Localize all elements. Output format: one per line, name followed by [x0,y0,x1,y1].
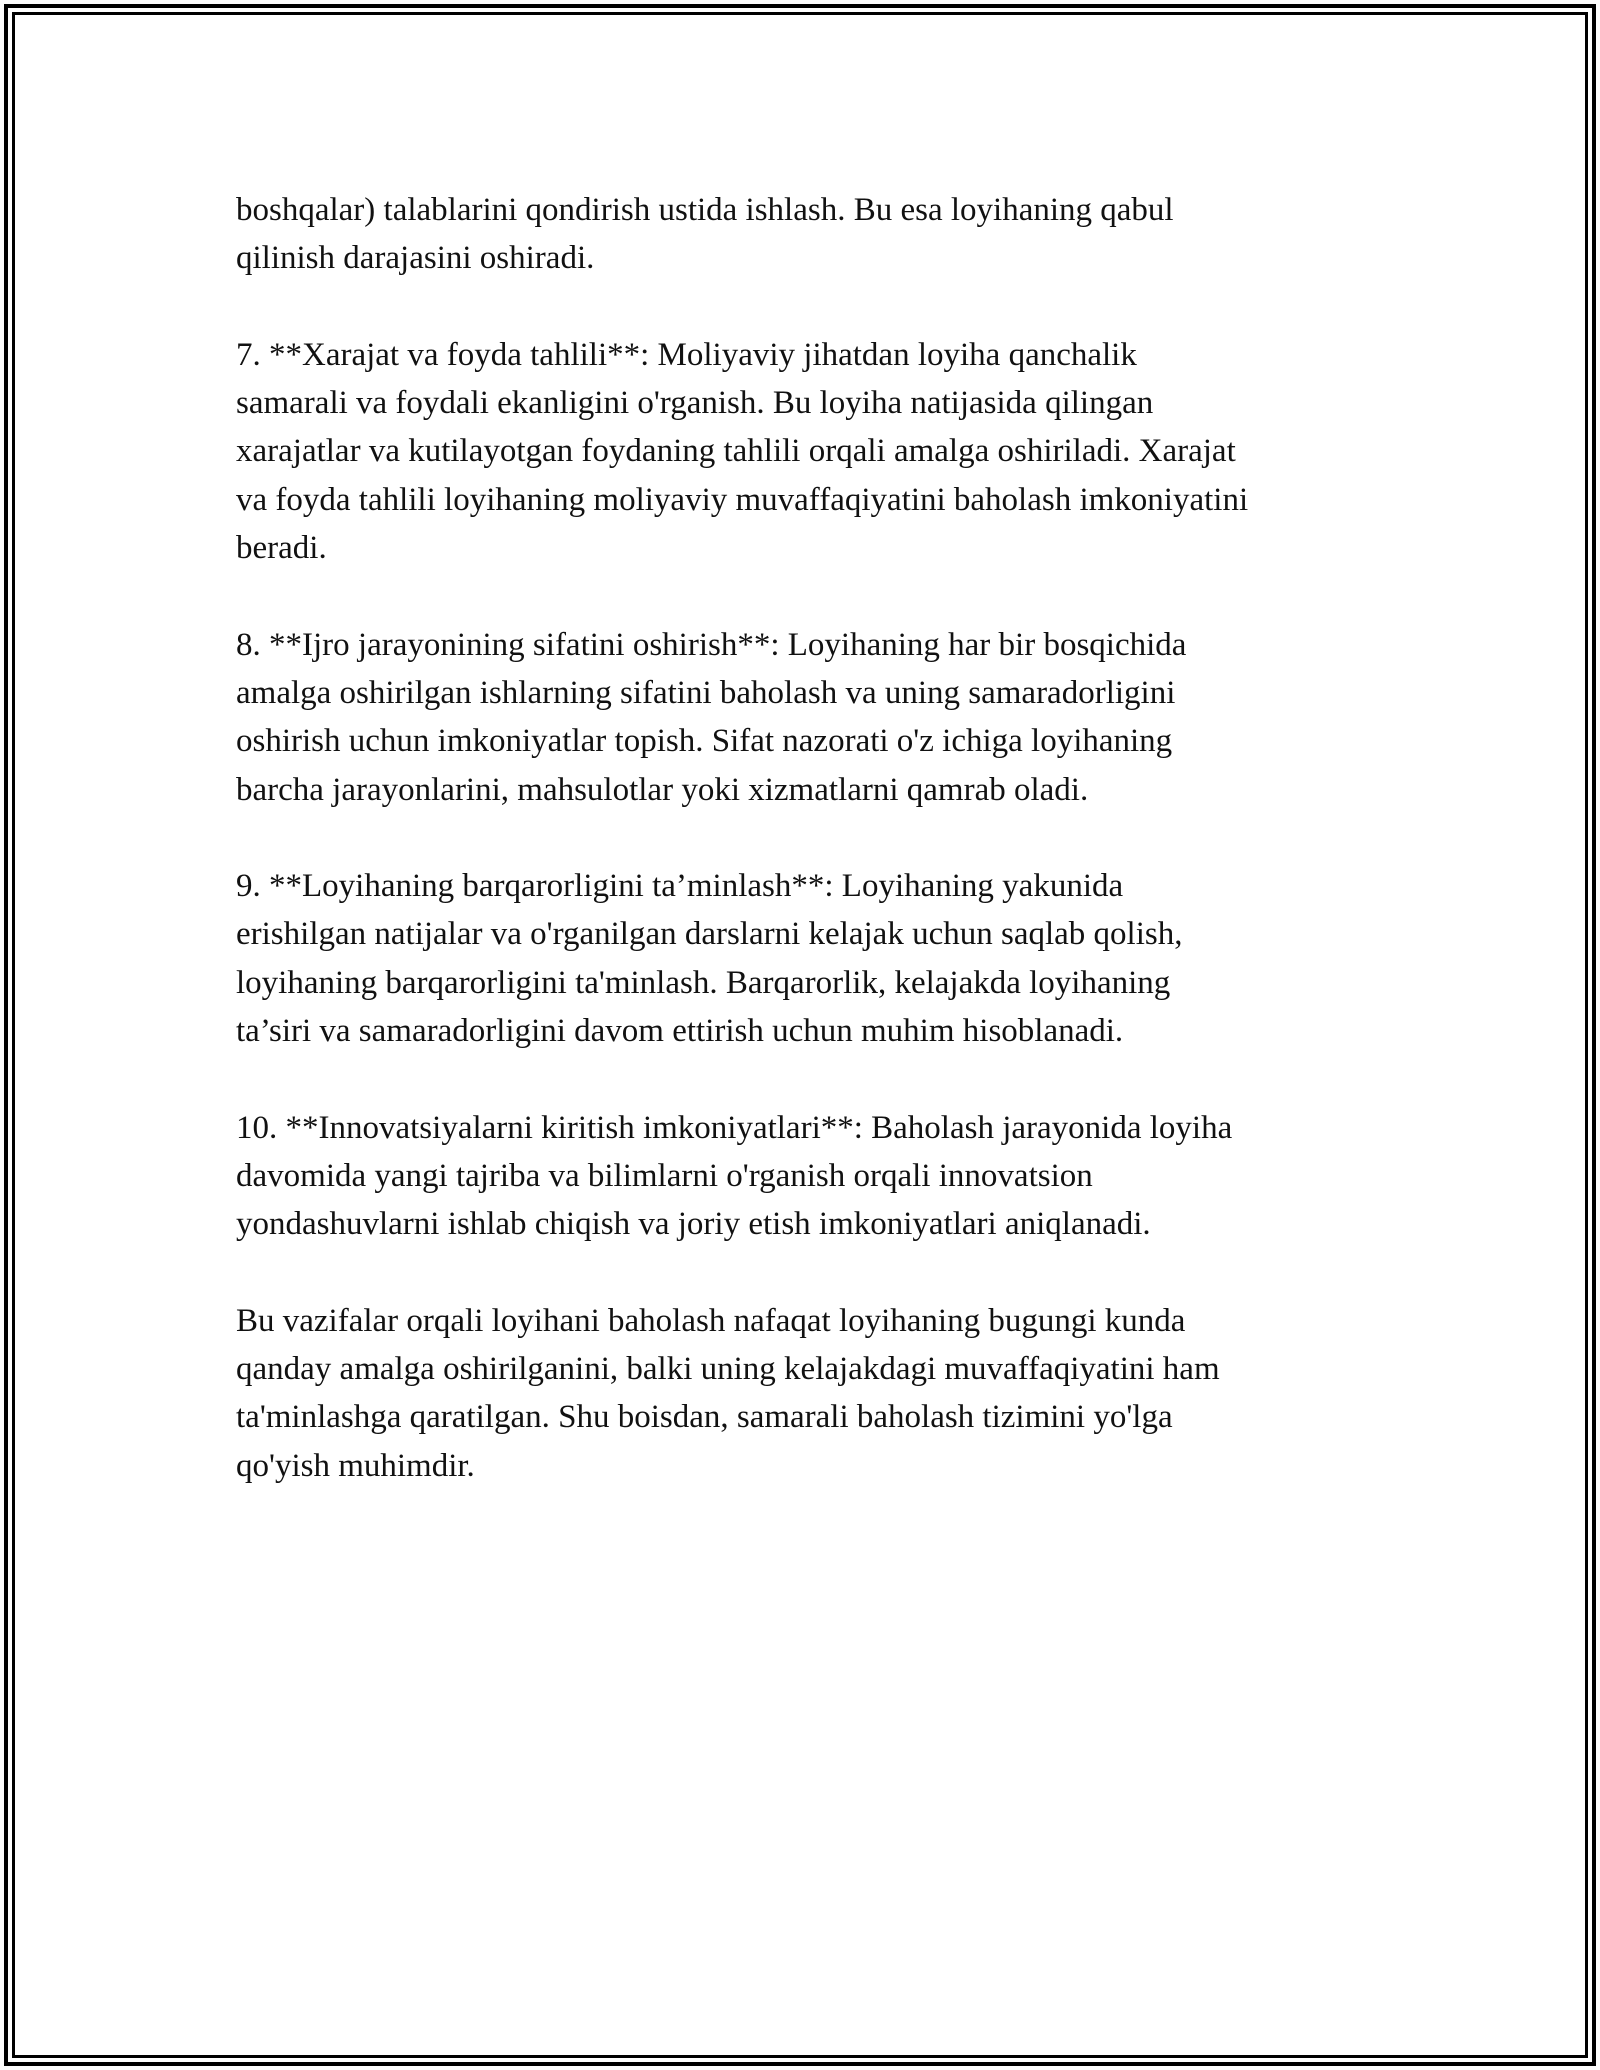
text-line: ta’siri va samaradorligini davom ettirish uchun muhim hisoblanadi. [236,1013,1124,1050]
text-line: 7. **Xarajat va foyda tahlili**: Moliyaviy jihatdan loyiha qanchalik [236,336,1137,373]
text-line: qo'yish muhimdir. [236,1447,475,1484]
text-line: boshqalar) talablarini qondirish ustida ishlash. Bu esa loyihaning qabul [236,192,1174,228]
text-line: qilinish darajasini oshiradi. [236,240,595,277]
text-line: ta'minlashga qaratilgan. Shu boisdan, samarali baholash tizimini yo'lga [236,1399,1173,1436]
document-body [236,186,1386,1538]
text-line: erishilgan natijalar va o'rganilgan darslarni kelajak uchun saqlab qolish, [236,916,1183,953]
paragraph-item-10 [236,1104,1386,1249]
text-line: amalga oshirilgan ishlarning sifatini baholash va uning samaradorligini [236,674,1176,711]
text-line: yondashuvlarni ishlab chiqish va joriy etish imkoniyatlari aniqlanadi. [236,1206,1151,1243]
text-line: beradi. [236,530,327,567]
text-line: Bu vazifalar orqali loyihani baholash nafaqat loyihaning bugungi kunda [236,1302,1186,1339]
text-line: qanday amalga oshirilganini, balki uning kelajakdagi muvaffaqiyatini ham [236,1351,1220,1388]
paragraph-item-8 [236,621,1386,814]
paragraph-conclusion [236,1297,1386,1490]
text-line: 8. **Ijro jarayonining sifatini oshirish**: Loyihaning har bir bosqichida [236,626,1187,663]
text-line: oshirish uchun imkoniyatlar topish. Sifat nazorati o'z ichiga loyihaning [236,723,1173,760]
text-line: loyihaning barqarorligini ta'minlash. Barqarorlik, kelajakda loyihaning [236,964,1171,1001]
text-line: 9. **Loyihaning barqarorligini ta’minlash**: Loyihaning yakunida [236,868,1124,905]
paragraph-continuation [236,186,1386,283]
paragraph-item-9 [236,862,1386,1055]
paragraph-item-7 [236,331,1386,572]
text-line: barcha jarayonlarini, mahsulotlar yoki xizmatlarni qamrab oladi. [236,771,1089,808]
text-line: xarajatlar va kutilayotgan foydaning tahlili orqali amalga oshiriladi. Xarajat [236,433,1236,470]
text-line: va foyda tahlili loyihaning moliyaviy muvaffaqiyatini baholash imkoniyatini [236,481,1249,518]
text-line: 10. **Innovatsiyalarni kiritish imkoniyatlari**: Baholash jarayonida loyiha [236,1109,1233,1146]
text-line: samarali va foydali ekanligini o'rganish. Bu loyiha natijasida qilingan [236,385,1154,422]
text-line: davomida yangi tajriba va bilimlarni o'rganish orqali innovatsion [236,1157,1093,1194]
